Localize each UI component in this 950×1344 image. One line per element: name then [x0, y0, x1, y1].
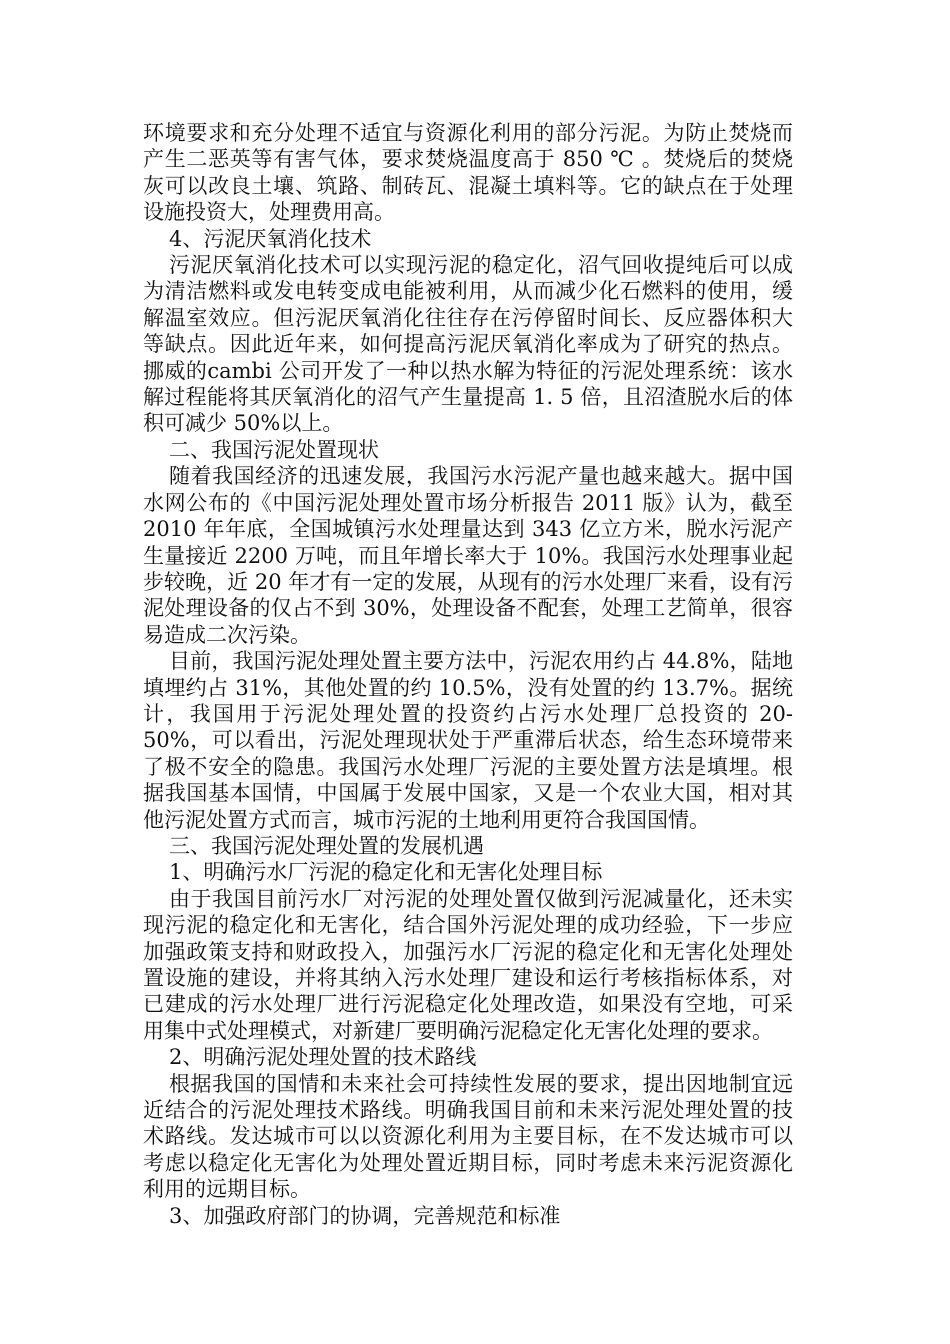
paragraph-technical-route: 根据我国的国情和未来社会可持续性发展的要求，提出因地制宜远近结合的污泥处理技术路线。明确我国目前和未来污泥处理处置的技术路线。发达城市可以以资源化利用为主要目标，在不发达城市可以考虑以稳定化无害化为处理处置近期目标，同时考虑未来污泥资源化利用的远期目标。 — [143, 1071, 793, 1202]
paragraph-stabilization-goal: 由于我国目前污水厂对污泥的处理处置仅做到污泥减量化，还未实现污泥的稳定化和无害化，结合国外污泥处理的成功经验，下一步应加强政策支持和财政投入，加强污水厂污泥的稳定化和无害化处理处置设施的建设，并将其纳入污水处理厂建设和运行考核指标体系，对已建成的污水处理厂进行污泥稳定化处理改造，如果没有空地，可采用集中式处理模式，对新建厂要明确污泥稳定化无害化处理的要求。 — [143, 886, 793, 1043]
paragraph-sludge-production: 随着我国经济的迅速发展，我国污水污泥产量也越来越大。据中国水网公布的《中国污泥处理处置市场分析报告 2011 版》认为，截至 2010 年年底，全国城镇污水处理量达到 343 亿立方米，脱水污泥产生量接近 2200 万吨，而且年增长率大于 10%。我国污水处理事业起步较晚，近 20 年才有一定的发展，从现有的污水处理厂来看，设有污泥处理设备的仅占不到 30%，处理设备不配套，处理工艺简单，很容易造成二次污染。 — [143, 464, 793, 647]
heading-development-opportunities: 三、我国污泥处理处置的发展机遇 — [169, 833, 484, 858]
heading-technical-route: 2、明确污泥处理处置的技术路线 — [169, 1045, 477, 1070]
document-page — [143, 120, 793, 1229]
heading-stabilization-goal: 1、明确污水厂污泥的稳定化和无害化处理目标 — [169, 860, 603, 885]
paragraph-anaerobic-digestion: 污泥厌氧消化技术可以实现污泥的稳定化，沼气回收提纯后可以成为清洁燃料或发电转变成电能被利用，从而减少化石燃料的使用，缓解温室效应。但污泥厌氧消化往往存在污停留时间长、反应器体积大等缺点。因此近年来，如何提高污泥厌氧消化率成为了研究的热点。挪威的cambi 公司开发了一种以热水解为特征的污泥处理系统：该水解过程能将其厌氧消化的沼气产生量提高 1. 5 倍，且沼渣脱水后的体积可减少 50%以上。 — [143, 253, 793, 436]
heading-government-coordination: 3、加强政府部门的协调，完善规范和标准 — [169, 1203, 561, 1228]
paragraph-incineration-continued: 环境要求和充分处理不适宜与资源化利用的部分污泥。为防止焚烧而产生二恶英等有害气体，要求焚烧温度高于 850 ℃ 。焚烧后的焚烧灰可以改良土壤、筑路、制砖瓦、混凝土填料等。它的缺点在于处理设施投资大，处理费用高。 — [143, 121, 793, 225]
heading-sludge-status: 二、我国污泥处置现状 — [169, 437, 379, 462]
heading-anaerobic-digestion: 4、污泥厌氧消化技术 — [169, 226, 372, 251]
paragraph-sludge-disposal-methods: 目前，我国污泥处理处置主要方法中，污泥农用约占 44.8%，陆地填埋约占 31%，其他处置的约 10.5%，没有处置的约 13.7%。据统计，我国用于污泥处理处置的投资约占污水处理厂总投资的 20-50%，可以看出，污泥处理现状处于严重滞后状态，给生态环境带来了极不安全的隐患。我国污水处理厂污泥的主要处置方法是填埋。根据我国基本国情，中国属于发展中国家，又是一个农业大国，相对其他污泥处置方式而言，城市污泥的土地利用更符合我国国情。 — [143, 649, 793, 832]
